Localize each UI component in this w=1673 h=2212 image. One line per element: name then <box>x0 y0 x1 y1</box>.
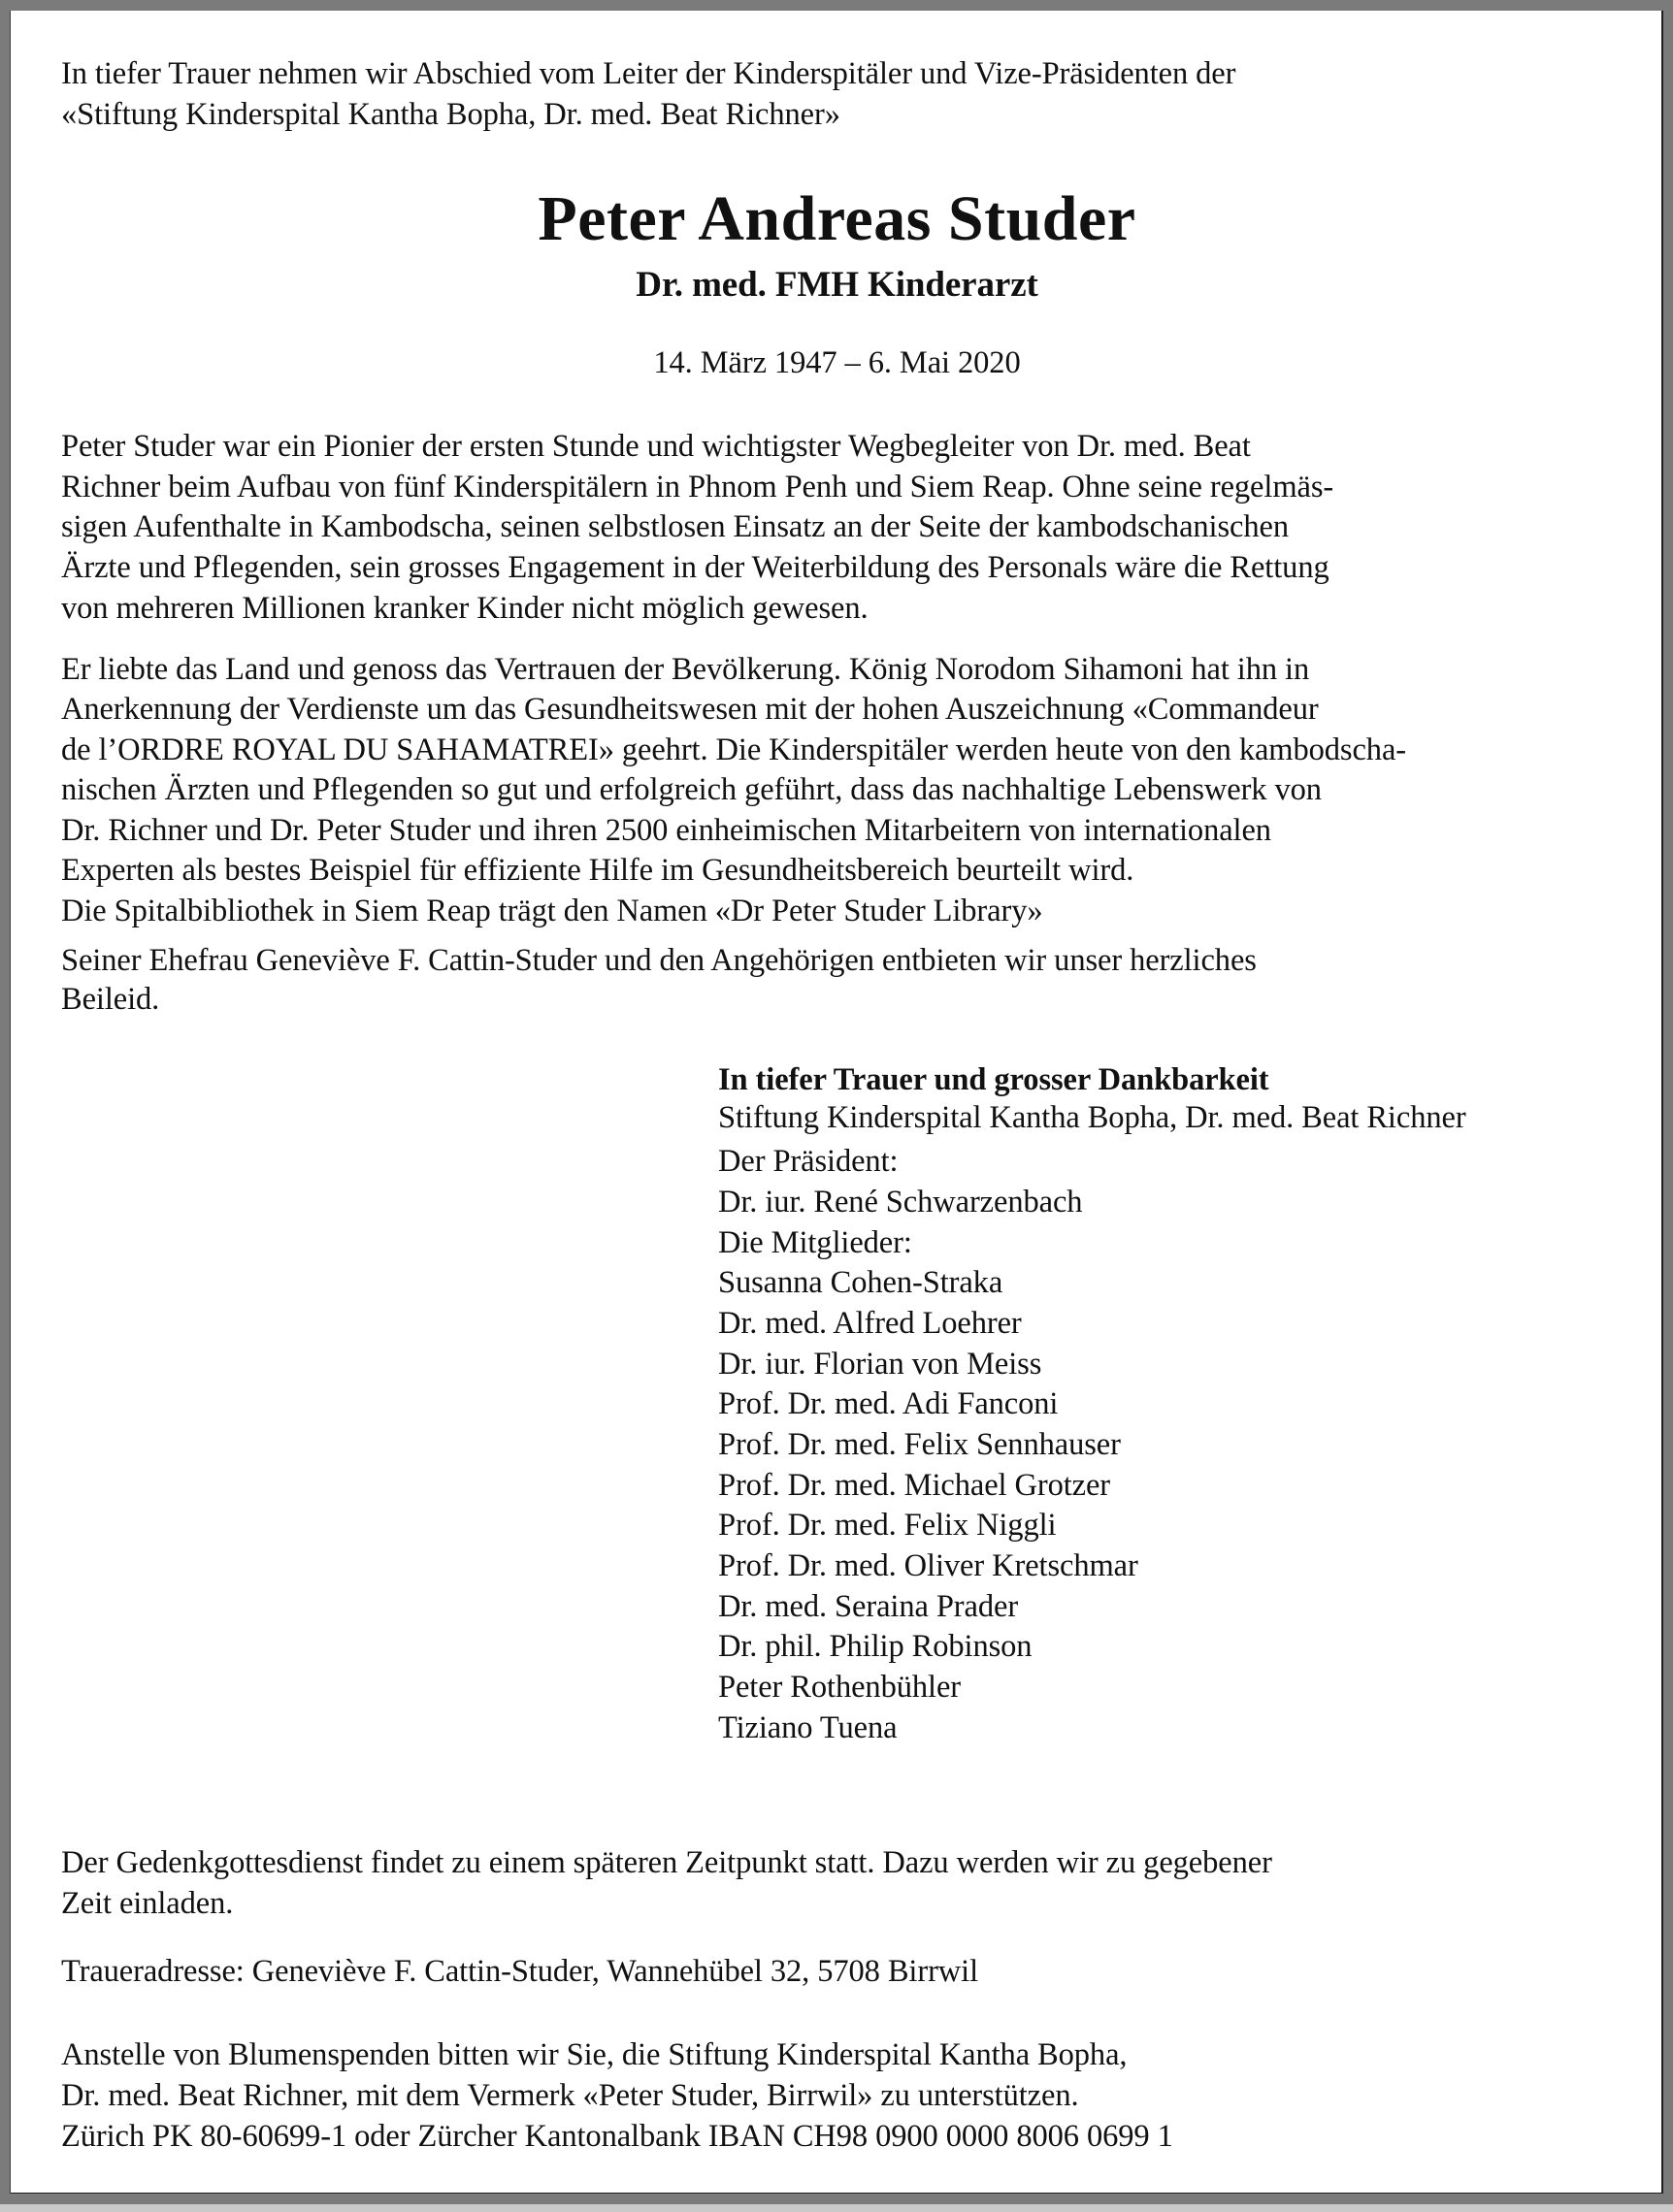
intro-line: «Stiftung Kinderspital Kantha Bopha, Dr. med. Beat Richner» <box>61 97 840 132</box>
signatory-line: Prof. Dr. med. Michael Grotzer <box>718 1468 1111 1503</box>
signatory-line: Prof. Dr. med. Oliver Kretschmar <box>718 1548 1138 1583</box>
signatory-line: Susanna Cohen-Straka <box>718 1265 1003 1300</box>
paragraph-line: Richner beim Aufbau von fünf Kinderspitälern in Phnom Penh und Siem Reap. Ohne seine regelmäs- <box>61 470 1334 504</box>
signatory-line: Prof. Dr. med. Felix Niggli <box>718 1508 1057 1543</box>
paragraph-line: Die Spitalbibliothek in Siem Reap trägt den Namen «Dr Peter Studer Library» <box>61 894 1043 928</box>
window-frame-bottom <box>0 2204 1673 2212</box>
signatory-line: Dr. phil. Philip Robinson <box>718 1629 1033 1664</box>
paragraph-line: Dr. med. Beat Richner, mit dem Vermerk «Peter Studer, Birrwil» zu unterstützen. <box>61 2078 1079 2113</box>
signature-heading: In tiefer Trauer und grosser Dankbarkeit <box>718 1062 1269 1097</box>
paragraph-line: Ärzte und Pflegenden, sein grosses Engagement in der Weiterbildung des Personals wäre die Rettung <box>61 550 1329 585</box>
signatory-line: Der Präsident: <box>718 1144 899 1179</box>
signatory-line: Die Mitglieder: <box>718 1225 912 1260</box>
obituary-page <box>11 11 1663 2194</box>
signatory-line: Dr. iur. Florian von Meiss <box>718 1347 1042 1382</box>
paragraph-line: de l’ORDRE ROYAL DU SAHAMATREI» geehrt. Die Kinderspitäler werden heute von den kambodscha- <box>61 732 1406 767</box>
paragraph-line: Beileid. <box>61 982 160 1017</box>
mourning-address: Traueradresse: Geneviève F. Cattin-Studer, Wannehübel 32, 5708 Birrwil <box>61 1954 979 1989</box>
signatory-line: Dr. iur. René Schwarzenbach <box>718 1185 1083 1220</box>
deceased-title: Dr. med. FMH Kinderarzt <box>636 265 1038 305</box>
paragraph-line: Zeit einladen. <box>61 1886 234 1921</box>
life-dates: 14. März 1947 – 6. Mai 2020 <box>653 345 1021 380</box>
paragraph-line: Er liebte das Land und genoss das Vertrauen der Bevölkerung. König Norodom Sihamoni hat ihn in <box>61 652 1310 687</box>
paragraph-line: Dr. Richner und Dr. Peter Studer und ihren 2500 einheimischen Mitarbeitern von internationalen <box>61 813 1271 848</box>
intro-line: In tiefer Trauer nehmen wir Abschied vom Leiter der Kinderspitäler und Vize-Präsidenten der <box>61 56 1236 91</box>
paragraph-line: Der Gedenkgottesdienst findet zu einem späteren Zeitpunkt statt. Dazu werden wir zu gegebener <box>61 1845 1272 1880</box>
paragraph-line: Experten als bestes Beispiel für effiziente Hilfe im Gesundheitsbereich beurteilt wird. <box>61 853 1134 888</box>
signature-organization: Stiftung Kinderspital Kantha Bopha, Dr. med. Beat Richner <box>718 1100 1466 1135</box>
paragraph-line: von mehreren Millionen kranker Kinder nicht möglich gewesen. <box>61 591 869 626</box>
paragraph-line: nischen Ärzten und Pflegenden so gut und erfolgreich geführt, dass das nachhaltige Lebenswerk von <box>61 772 1322 807</box>
paragraph-line: sigen Aufenthalte in Kambodscha, seinen selbstlosen Einsatz an der Seite der kambodschanischen <box>61 509 1289 544</box>
signatory-line: Prof. Dr. med. Felix Sennhauser <box>718 1427 1121 1462</box>
paragraph-line: Anstelle von Blumenspenden bitten wir Sie, die Stiftung Kinderspital Kantha Bopha, <box>61 2037 1128 2072</box>
deceased-name: Peter Andreas Studer <box>538 183 1136 254</box>
signatory-line: Tiziano Tuena <box>718 1710 898 1745</box>
paragraph-line: Anerkennung der Verdienste um das Gesundheitswesen mit der hohen Auszeichnung «Commandeur <box>61 692 1319 727</box>
signatory-line: Prof. Dr. med. Adi Fanconi <box>718 1386 1059 1421</box>
paragraph-line: Peter Studer war ein Pionier der ersten Stunde und wichtigster Wegbegleiter von Dr. med. Beat <box>61 429 1251 464</box>
bank-details: Zürich PK 80-60699-1 oder Zürcher Kantonalbank IBAN CH98 0900 0000 8006 0699 1 <box>61 2119 1173 2154</box>
signatory-line: Dr. med. Alfred Loehrer <box>718 1306 1022 1341</box>
paragraph-line: Seiner Ehefrau Geneviève F. Cattin-Studer und den Angehörigen entbieten wir unser herzliches <box>61 943 1257 978</box>
signatory-line: Dr. med. Seraina Prader <box>718 1589 1019 1624</box>
signatory-line: Peter Rothenbühler <box>718 1670 962 1705</box>
